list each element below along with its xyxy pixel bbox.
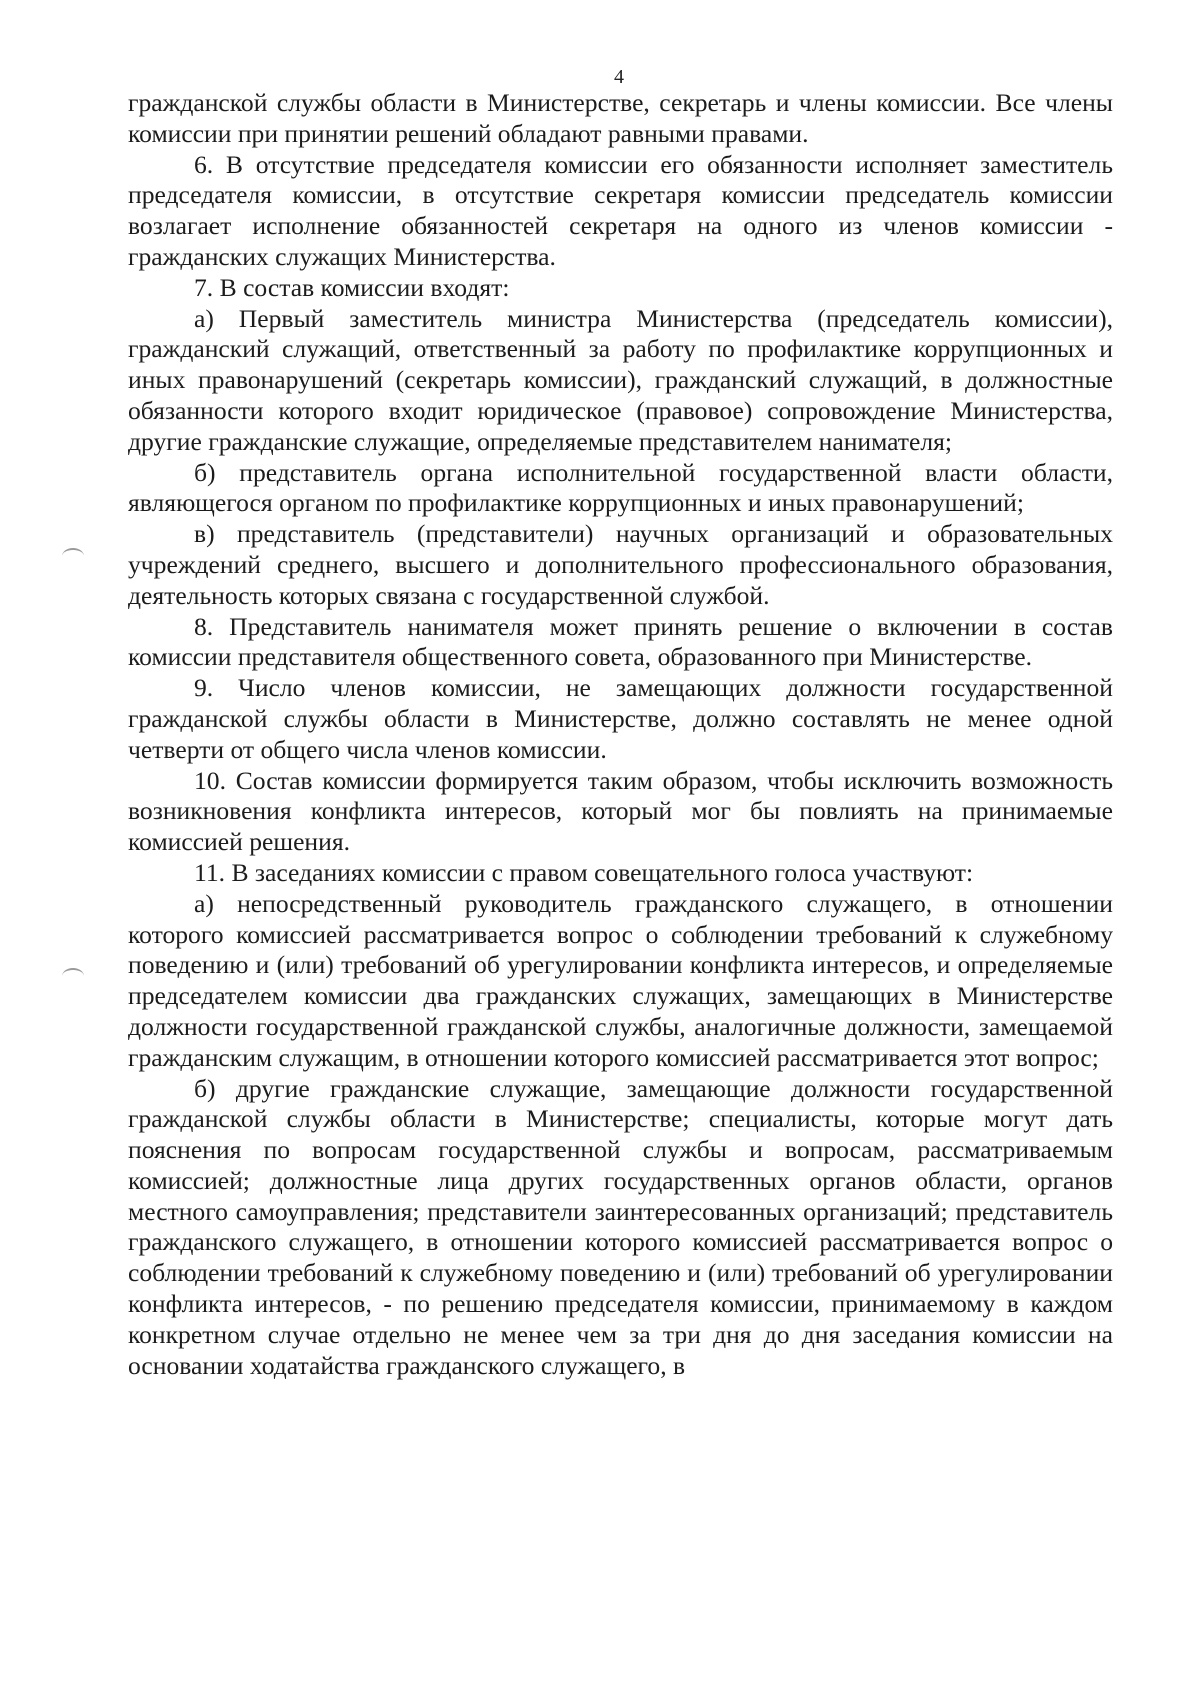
paragraph-7: 7. В состав комиссии входят: — [194, 272, 510, 302]
paragraph-7v: в) представитель (представители) научных организаций и образовательных учреждений среднего, высшего и дополнительного профессионального образования, деятельность которых связана с государственной службой. — [128, 519, 1113, 610]
paragraph-6: 6. В отсутствие председателя комиссии его обязанности исполняет заместитель председателя комиссии, в отсутствие секретаря комиссии председатель комиссии возлагает исполнение обязанностей секретаря на одного из членов комиссии - гражданских служащих Министерства. — [128, 149, 1113, 271]
paragraph-continuation: гражданской службы области в Министерстве, секретарь и члены комиссии. Все члены комиссии при принятии решений обладают равными правами. — [128, 88, 1113, 148]
hole-punch-mark-lower — [62, 968, 84, 984]
document-body — [128, 88, 1113, 1381]
paragraph-9: 9. Число членов комиссии, не замещающих должности государственной гражданской службы области в Министерстве, должно составлять не менее одной четверти от общего числа членов комиссии. — [128, 673, 1113, 764]
paragraph-8: 8. Представитель нанимателя может принять решение о включении в состав комиссии представителя общественного совета, образованного при Министерстве. — [128, 611, 1113, 672]
paragraph-11a: а) непосредственный руководитель гражданского служащего, в отношении которого комиссией рассматривается вопрос о соблюдении требований к служебному поведению и (или) требований об урегулировании конфликта интересов, и определяемые председателем комиссии два гражданских служащих, замещающих в Министерстве должности государственной гражданской службы, аналогичные должности, замещаемой гражданским служащим, в отношении которого комиссией рассматривается этот вопрос; — [128, 888, 1113, 1072]
paragraph-11b: б) другие гражданские служащие, замещающие должности государственной гражданской службы области в Министерстве; специалисты, которые могут дать пояснения по вопросам государственной службы и вопросам, рассматриваемым комиссией; должностные лица других государственных органов области, органов местного самоуправления; представители заинтересованных организаций; представитель гражданского служащего, в отношении которого комиссией рассматривается вопрос о соблюдении требований к служебному поведению и (или) требований об урегулировании конфликта интересов, - по решению председателя комиссии, принимаемому в каждом конкретном случае отдельно не менее чем за три дня до дня заседания комиссии на основании ходатайства гражданского служащего, в — [128, 1073, 1113, 1380]
paragraph-7b: б) представитель органа исполнительной государственной власти области, являющегося органом по профилактике коррупционных и иных правонарушений; — [128, 457, 1113, 518]
paragraph-7a: а) Первый заместитель министра Министерства (председатель комиссии), гражданский служащий, ответственный за работу по профилактике коррупционных и иных правонарушений (секретарь комиссии), гражданский служащий, в должностные обязанности которого входит юридическое (правовое) сопровождение Министерства, другие гражданские служащие, определяемые представителем нанимателя; — [128, 303, 1113, 456]
paragraph-11: 11. В заседаниях комиссии с правом совещательного голоса участвуют: — [194, 857, 974, 887]
page-number: 4 — [614, 66, 624, 88]
hole-punch-mark-upper — [62, 548, 84, 564]
paragraph-10: 10. Состав комиссии формируется таким образом, чтобы исключить возможность возникновения конфликта интересов, который мог бы повлиять на принимаемые комиссией решения. — [128, 765, 1113, 857]
